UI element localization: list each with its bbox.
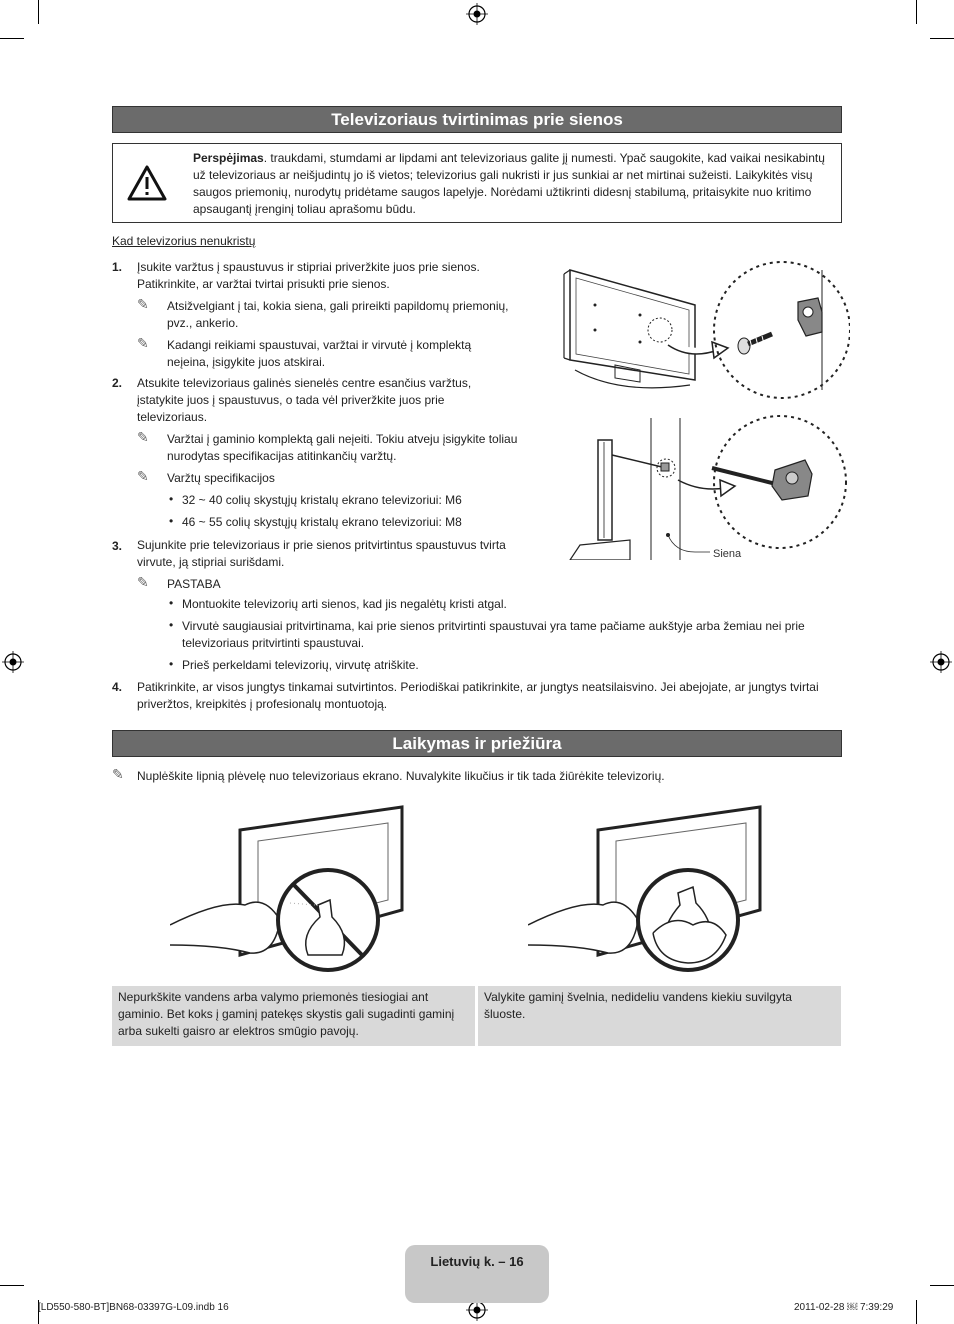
- step-number: 4.: [112, 680, 123, 694]
- caption-right: Valykite gaminį švelnia, nedideliu vandens kiekiu suvilgyta šluoste.: [478, 986, 841, 1046]
- step-text: Atsukite televizoriaus galinės sienelės centre esančius varžtus, įstatykite juos į spaustuvus, o tada vėl priveržkite juos prie televizoriaus.: [137, 376, 472, 424]
- crop-mark: [930, 38, 954, 39]
- note-label: PASTABA: [167, 577, 221, 591]
- note-text: Kadangi reikiami spaustuvai, varžtai ir virvutė į komplektą neįeina, įsigykite juos atskirai.: [167, 338, 472, 369]
- pastaba-item: Prieš perkeldami televizorių, virvutę atriškite.: [182, 658, 419, 672]
- step-text: Įsukite varžtus į spaustuvus ir stipriai priveržkite juos prie sienos.: [137, 260, 480, 274]
- step-text: Patikrinkite, ar visos jungtys tinkamai sutvirtintos. Periodiškai patikrinkite, ar jungtys neatsilaisvino. Jei abejojate, ar jungtys tvirtai priveržtos, kreipkitės į profesionalų montuotoją.: [137, 680, 819, 711]
- spec-item: 46 ~ 55 colių skystųjų kristalų ekrano televizoriui: M8: [182, 515, 462, 529]
- note-pencil-icon: ✎: [137, 335, 149, 351]
- crop-mark: [916, 1300, 917, 1324]
- bullet: •: [169, 492, 174, 506]
- note-pencil-icon: ✎: [137, 296, 149, 312]
- note-text: Varžtų specifikacijos: [167, 471, 275, 485]
- warning-text: [193, 150, 833, 218]
- crop-mark: [930, 1285, 954, 1286]
- registration-mark-icon: [2, 651, 24, 673]
- crop-mark: [916, 0, 917, 24]
- step-number: 3.: [112, 539, 123, 553]
- page-number: Lietuvių k. – 16: [430, 1254, 524, 1269]
- note-pencil-icon: ✎: [137, 574, 149, 590]
- wall-label: Siena: [713, 548, 742, 560]
- warning-triangle-icon: [127, 165, 167, 201]
- bullet: •: [169, 514, 174, 528]
- subheading-prevent-fall: Kad televizorius nenukristų: [112, 234, 256, 248]
- bullet: •: [169, 596, 174, 610]
- step-text: Sujunkite prie televizoriaus ir prie sienos pritvirtintus spaustuvus tvirta virvute, ją stipriai surišdami.: [137, 538, 506, 569]
- section-title-care: Laikymas ir priežiūra: [112, 730, 842, 757]
- registration-mark-icon: [930, 651, 952, 673]
- caption-left: Nepurkškite vandens arba valymo priemonės tiesiogiai ant gaminio. Bet koks į gaminį patekęs skystis gali sugadinti gaminį arba sukelti gaisro ar elektros smūgio pavojų.: [112, 986, 475, 1046]
- file-info: [LD550-580-BT]BN68-03397G-L09.indb 16: [38, 1302, 229, 1313]
- step-number: 2.: [112, 376, 123, 390]
- wall-mount-illustration: [560, 260, 850, 560]
- bullet: •: [169, 618, 174, 632]
- cleaning-correct-illustration: [528, 805, 768, 975]
- note-text: Nuplėškite lipnią plėvelę nuo televizoriaus ekrano. Nuvalykite likučius ir tik tada žiūrėkite televizorių.: [137, 769, 665, 783]
- date-info: 2011-02-28 ￼ 7:39:29: [794, 1302, 894, 1313]
- cleaning-prohibited-illustration: [170, 805, 410, 975]
- note-text: Varžtai į gaminio komplektą gali neįeiti. Tokiu atveju įsigykite toliau nurodytas specifikacijas atitinkančių varžtų.: [167, 432, 518, 463]
- note-pencil-icon: ✎: [112, 766, 124, 782]
- step-number: 1.: [112, 260, 123, 274]
- crop-mark: [0, 1285, 24, 1286]
- note-pencil-icon: ✎: [137, 429, 149, 445]
- step-text: Patikrinkite, ar varžtai tvirtai prisukti prie sienos.: [137, 277, 390, 291]
- pastaba-item: Virvutė saugiausiai pritvirtinama, kai prie sienos pritvirtinti spaustuvai yra tame pačiame aukštyje arba žemiau nei prie televizoriaus pritvirtinti spaustuvai.: [182, 619, 805, 650]
- registration-mark-icon: [466, 3, 488, 25]
- section-title-wall-mount: Televizoriaus tvirtinimas prie sienos: [112, 106, 842, 133]
- crop-mark: [38, 0, 39, 24]
- crop-mark: [0, 38, 24, 39]
- bullet: •: [169, 657, 174, 671]
- warning-body: . traukdami, stumdami ar lipdami ant televizoriaus galite jį numesti. Ypač saugokite, kad vaikai nesikabintų už televizoriaus ar neišjudintų jo iš vietos; televizorius gali nukristi ir jus sunkiai ar net mirtinai sužeisti. Laikykitės visų saugos priemonių, nurodytų pridėtame saugos lapelyje. Norėdami užtikrinti didesnį stabilumą, pritaisykite nuo kritimo apsaugantį įrenginį toliau aprašomu būdu.: [193, 151, 825, 216]
- warning-box: [112, 143, 842, 223]
- note-pencil-icon: ✎: [137, 468, 149, 484]
- spec-item: 32 ~ 40 colių skystųjų kristalų ekrano televizoriui: M6: [182, 493, 462, 507]
- pastaba-item: Montuokite televizorių arti sienos, kad jis negalėtų kristi atgal.: [182, 597, 507, 611]
- note-text: Atsižvelgiant į tai, kokia siena, gali prireikti papildomų priemonių, pvz., ankerio.: [167, 299, 509, 330]
- warning-label: Perspėjimas: [193, 151, 264, 165]
